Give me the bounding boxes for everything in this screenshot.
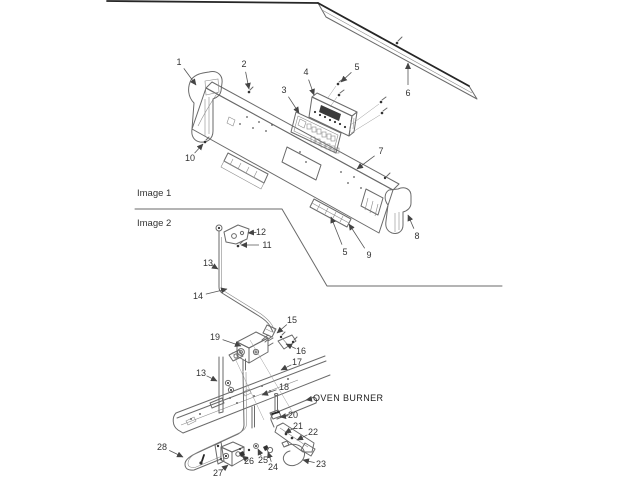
screw-icon — [292, 341, 294, 343]
part-number: 3 — [281, 85, 287, 95]
leader-line — [303, 460, 315, 463]
callout-27 — [213, 465, 228, 478]
callout-12 — [248, 227, 266, 237]
part-number: 2 — [241, 59, 247, 69]
leader-line — [349, 224, 365, 248]
callout-26 — [242, 456, 254, 466]
leader-line — [268, 452, 271, 462]
callout-25 — [258, 449, 268, 465]
screw-icon — [280, 336, 282, 338]
part-number: 12 — [255, 227, 267, 237]
leader-line — [341, 72, 351, 82]
part-number: 8 — [414, 231, 420, 241]
part-number: 21 — [292, 421, 304, 431]
part-number: 24 — [267, 462, 279, 472]
gas-supply-tube — [185, 372, 247, 470]
part-number: 26 — [243, 456, 255, 466]
callout-17 — [281, 357, 302, 370]
part-number: 16 — [295, 346, 307, 356]
part-number: 25 — [257, 455, 269, 465]
callout-3 — [281, 85, 299, 113]
orifice-screw-icon — [199, 461, 202, 464]
part-number: 17 — [291, 357, 303, 367]
leader-line — [288, 97, 299, 113]
part-number: 5 — [342, 247, 348, 257]
leader-line — [246, 72, 249, 89]
part-number: 1 — [176, 57, 182, 67]
screw-icon — [217, 445, 219, 447]
screw-icon — [248, 91, 251, 94]
callout-5 — [341, 62, 360, 82]
callout-23 — [303, 459, 326, 469]
screw-icon — [204, 141, 207, 144]
screw-icon — [237, 245, 240, 248]
callout-16 — [286, 344, 306, 356]
part-number: 23 — [315, 459, 327, 469]
leader-line — [195, 144, 203, 153]
leader-line — [309, 80, 314, 95]
callout-20 — [280, 410, 298, 420]
callout-13 — [196, 368, 217, 381]
capillary-tube — [219, 237, 275, 332]
oven-burner-arrow — [306, 399, 311, 400]
callout-14 — [193, 289, 227, 301]
leader-line — [408, 215, 414, 229]
image2-label: Image 2 — [137, 218, 172, 229]
tube-union — [262, 325, 276, 342]
callout-24 — [268, 452, 278, 472]
callout-8 — [408, 215, 420, 241]
valve-bracket — [278, 332, 297, 349]
leader-line — [169, 450, 183, 457]
backguard-top-strip — [107, 1, 477, 99]
callout-layer — [157, 57, 420, 478]
part-number: 13 — [195, 368, 207, 378]
part-number: 22 — [307, 427, 319, 437]
part-number: 20 — [287, 410, 299, 420]
control-panel — [192, 82, 399, 233]
callout-10 — [185, 144, 203, 163]
screw-icon — [396, 42, 399, 45]
callout-9 — [349, 224, 372, 260]
callout-6 — [405, 63, 410, 98]
part-number: 7 — [378, 146, 384, 156]
part-number: 10 — [184, 153, 196, 163]
display-window — [282, 147, 321, 180]
part-number: 27 — [212, 468, 224, 478]
callout-28 — [157, 442, 183, 457]
thermostat-bracket — [216, 225, 249, 247]
leader-line — [207, 376, 217, 381]
gas-valve — [229, 332, 273, 371]
callout-1 — [176, 57, 196, 85]
callout-13 — [203, 258, 218, 269]
part-number: 5 — [354, 62, 360, 72]
part-number: 6 — [405, 88, 411, 98]
callout-4 — [303, 67, 314, 95]
clock-display — [319, 105, 341, 121]
igniter — [282, 441, 305, 466]
callout-7 — [357, 146, 384, 169]
panel-markings — [239, 116, 362, 189]
screw-icon — [337, 83, 340, 86]
part-number: 4 — [303, 67, 309, 77]
leader-line — [206, 289, 227, 294]
trim-strip-right — [310, 199, 351, 227]
callout-19 — [210, 332, 241, 346]
part-number: 15 — [286, 315, 298, 325]
callout-21 — [285, 421, 303, 433]
part-number: 18 — [278, 382, 290, 392]
callout-2 — [241, 59, 249, 89]
part-number: 13 — [202, 258, 214, 268]
right-end-cap — [361, 173, 411, 234]
part-number: 11 — [262, 240, 272, 250]
oven-burner-label: OVEN BURNER — [313, 393, 384, 403]
part-number: 19 — [209, 332, 221, 342]
part-number: 14 — [192, 291, 204, 301]
part-number: 28 — [156, 442, 168, 452]
section-divider — [135, 209, 502, 286]
callout-11 — [241, 240, 272, 250]
screw-icon — [381, 112, 384, 115]
screw-icon — [380, 101, 383, 104]
callout-15 — [277, 315, 297, 333]
part-number: 9 — [366, 250, 372, 260]
image1-label: Image 1 — [137, 188, 172, 199]
screw-icon — [338, 94, 341, 97]
